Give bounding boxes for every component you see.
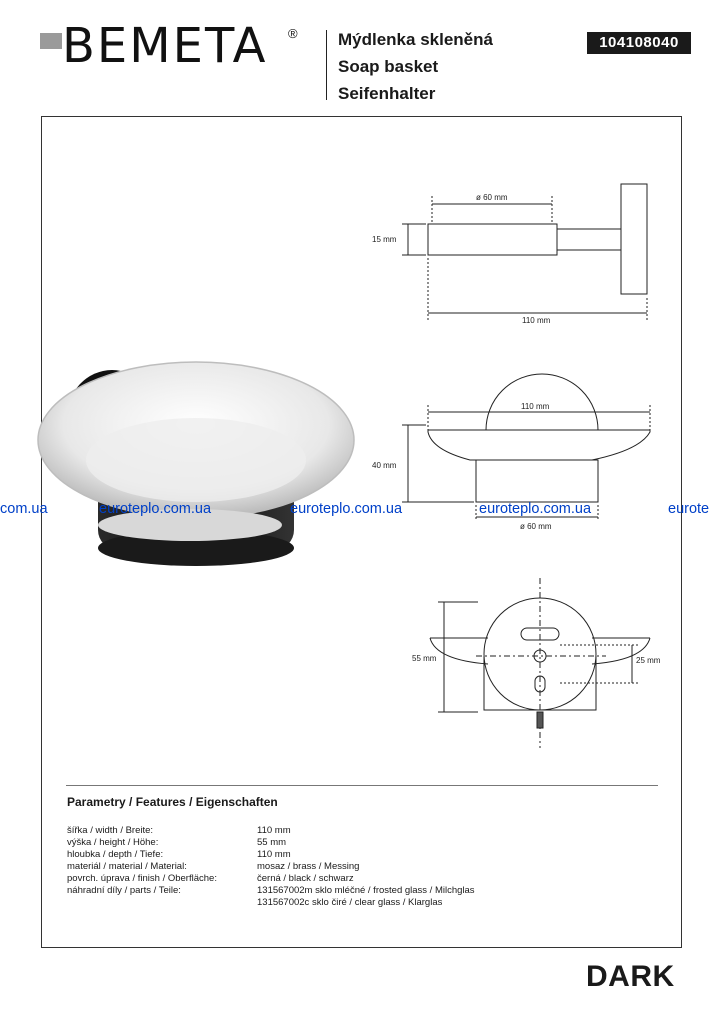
front-height-label: 40 mm <box>372 461 397 470</box>
param-label <box>67 897 257 909</box>
back-view <box>430 578 650 748</box>
side-view <box>402 184 647 320</box>
back-spacing-label: 25 mm <box>636 656 661 665</box>
param-row <box>67 897 475 909</box>
param-value: 110 mm <box>257 825 291 836</box>
param-row <box>67 849 475 861</box>
param-row <box>67 837 475 849</box>
param-value: mosaz / brass / Messing <box>257 861 360 872</box>
param-value: černá / black / schwarz <box>257 873 354 884</box>
param-value: 110 mm <box>257 849 291 860</box>
param-row <box>67 861 475 873</box>
parameters-divider <box>66 785 658 786</box>
param-label: výška / height / Höhe: <box>67 837 159 848</box>
side-height-label: 15 mm <box>372 235 397 244</box>
param-label: hloubka / depth / Tiefe: <box>67 849 164 860</box>
param-label: povrch. úprava / finish / Oberfläche: <box>67 873 217 884</box>
title-czech: Mýdlenka skleněná <box>338 30 493 49</box>
watermark-2: euroteplo.com.ua <box>99 501 212 517</box>
watermark-5: eurote <box>668 501 710 517</box>
param-label: náhradní díly / parts / Teile: <box>67 885 181 896</box>
side-length-label: 110 mm <box>522 316 551 325</box>
registered-mark: ® <box>288 26 298 41</box>
watermark-4: euroteplo.com.ua <box>479 501 592 517</box>
front-width-label: 110 mm <box>521 402 550 411</box>
param-row <box>67 885 475 897</box>
parameters-title: Parametry / Features / Eigenschaften <box>67 795 278 809</box>
side-diameter-label: ø 60 mm <box>476 193 508 202</box>
title-english: Soap basket <box>338 57 439 76</box>
param-value: 131567002m sklo mléčné / frosted glass / Milchglas <box>257 885 475 896</box>
back-height-label: 55 mm <box>412 654 437 663</box>
front-view <box>402 374 650 520</box>
param-label: materiál / material / Material: <box>67 861 187 872</box>
param-row <box>67 873 475 885</box>
param-value: 55 mm <box>257 837 287 848</box>
finish-label: DARK <box>586 960 675 993</box>
watermark-1: com.ua <box>0 501 48 517</box>
param-label: šířka / width / Breite: <box>67 825 154 836</box>
watermark-3: euroteplo.com.ua <box>290 501 403 517</box>
product-photo <box>38 362 354 566</box>
title-german: Seifenhalter <box>338 84 436 103</box>
brand-logo: BEMETA <box>62 18 268 74</box>
product-code: 104108040 <box>587 32 691 54</box>
param-row <box>67 825 475 837</box>
front-base-diameter-label: ø 60 mm <box>520 522 552 531</box>
parameters-table <box>67 825 475 909</box>
param-value: 131567002c sklo čiré / clear glass / Klarglas <box>257 897 443 908</box>
